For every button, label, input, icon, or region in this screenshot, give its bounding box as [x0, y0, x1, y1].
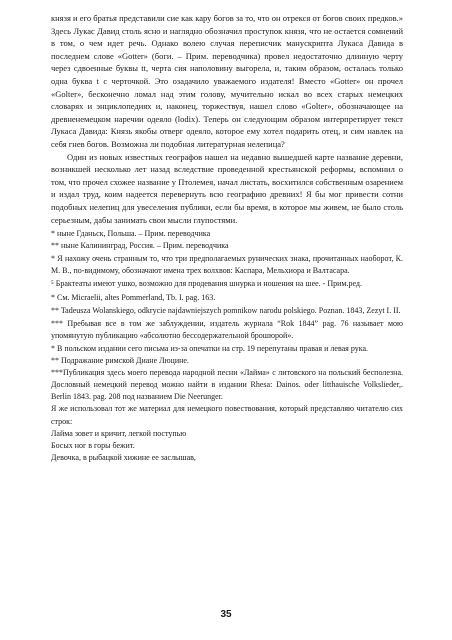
footnote: *** Пребывая все в том же заблуждении, издатель журнала “Rok 1844” pag. 76 называет мою упомянутую публикацию «абсолютно бессодержательной брошюрой». — [51, 318, 403, 340]
footnote: Я же использовал тот же материал для немецкого повествования, который представляю читателю сих строк: — [51, 404, 403, 426]
footnote: ⁵ Брактеаты имеют ушко, возможно для продевания шнурка и ношения на шее. - Прим.ред. — [51, 279, 362, 289]
footnote: * См. Micraelii, altes Pommerland, Tb. I. pag. 163. — [51, 292, 216, 302]
footnotes — [51, 228, 403, 428]
paragraph: Один из новых известных географов нашел на недавно вышедшей карте название деревни, возникшей несколько лет назад вследствие проведенной крестьянской реформы, вспомнил о том, что прочел схожее название у Птолемея, начал листать, восхитился собственным озарением и издал труд, коим надеется перевернуть всю географию древних! Я бы мог привести сотни подобных нелепиц для увеселения публики, если бы время, в которое мы живем, не было столь серьезным, дабы занимать свои мысли глупостями. — [51, 151, 403, 225]
footnote: ** Tadeusza Wolanskiego, odkrycie najdawniejszych pomnikow narodu polskiego. Poznan. 1843, Zezyt I. II. — [51, 305, 401, 315]
paragraph: князя и его братья представили сие как кару богов за то, что он отрекся от богов своих предков.» Здесь Лукас Давид столь ясно и наглядно обозначил проступок князя, что не остается сомнений в том, о чем идет речь. Однако волею случая переписчик манускрипта Лукаса Давида в последнем слове «Gotter» (боги. – Прим. переводчика) провел недостаточно длинную черту через сдвоенные буквы tt, черта сия наполовину выгорела, и, таким образом, осталась только одна буква t с черточкой. Это озадачило уважаемого издателя! Вместо «Gotter» он прочел «Golter», бесконечно ломал над этим голову, мучительно искал во всех старых немецких словарях и энциклопедиях и, наконец, торжествуя, нашел слово «Golter», обозначающее на древненемецком наречии одеяло (lodix). Теперь он следующим образом интерпретирует текст Лукаса Давида: Князь якобы отверг одеяло, которое ему хотел подарить отец, и сим навлек на себя гнев богов. Возможна ли подобная литературная нелепица? — [51, 13, 403, 149]
page-number: 35 — [220, 609, 232, 620]
footnote: * Я нахожу очень странным то, что три предполагаемых рунических знака, прочитанных наоборот, К. М. В., по-видимому, обозначают имена трех волхвов: Каспара, Мельхиора и Валтасара. — [51, 254, 403, 276]
poem-line: Лайма зовет и кричит, легкой поступью — [51, 428, 187, 438]
footnote: * ныне Гданьск, Польша. – Прим. переводчика — [51, 229, 211, 239]
footnote: * В польском издании сего письма из-за опечатки на стр. 19 перепутаны правая и левая рука. — [51, 343, 369, 353]
footnote: ***Публикация здесь моего перевода народной песни «Лайма» с литовского на польский бесполезна. Дословный немецкий перевод можно найти в издании Rhesa: Dainos. oder litthauische Volkslieder,. Berlin 1843. pag. 208 под названием Die Neerunger. — [51, 368, 403, 402]
main-text — [51, 12, 403, 226]
poem — [51, 428, 403, 464]
footnote: ** Подражание римской Диане Люцине. — [51, 356, 189, 366]
footnote: ** ныне Калининград, Россия. – Прим. переводчика — [51, 241, 229, 251]
poem-line: Девочка, в рыбацкой хижине ее заслышав, — [51, 452, 196, 462]
poem-line: Босых ног в горы бежит. — [51, 440, 135, 450]
